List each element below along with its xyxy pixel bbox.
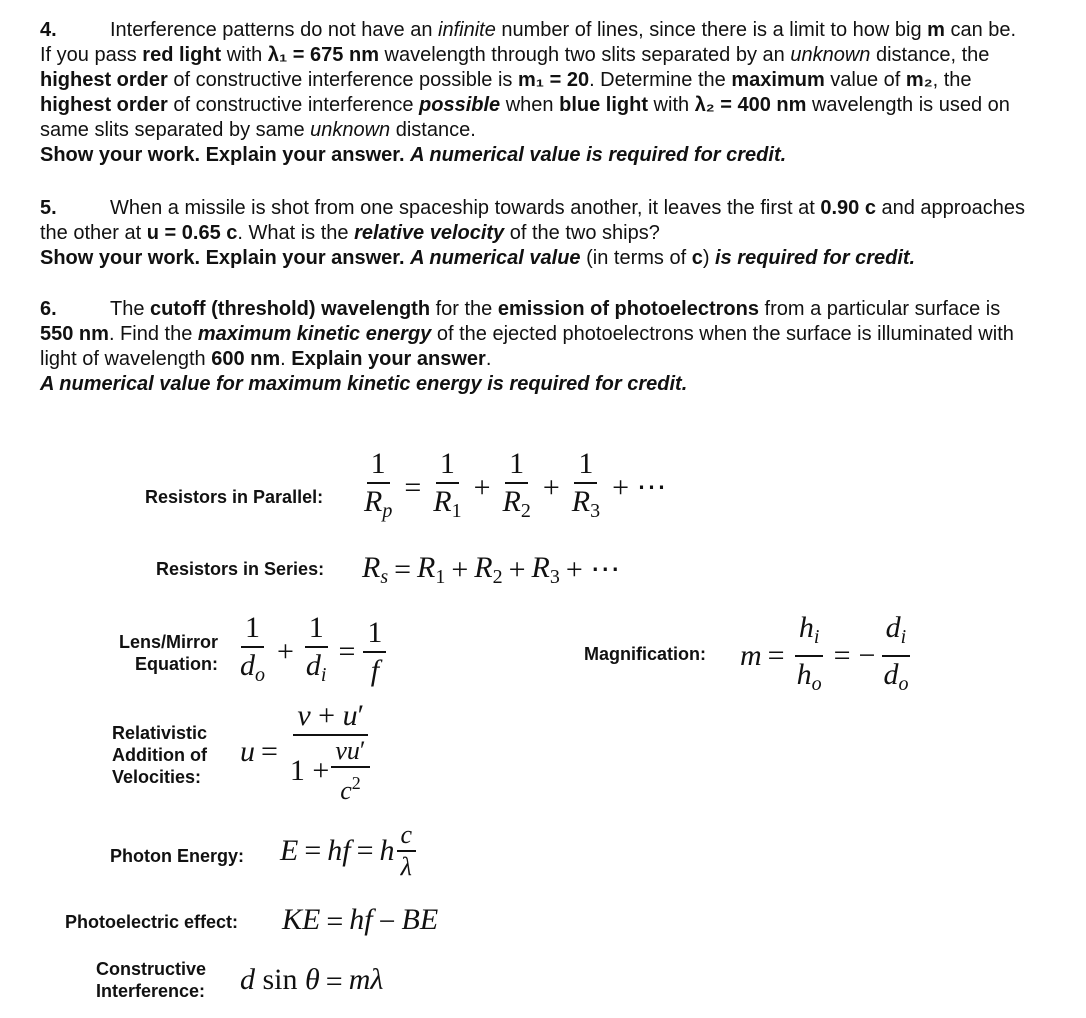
resistors-series-label: Resistors in Series: bbox=[156, 559, 325, 579]
photon-energy-label: Photon Energy: bbox=[110, 846, 244, 866]
question-number: 4. bbox=[40, 19, 57, 41]
photoelectric-equation: KE = hf − BE bbox=[282, 903, 439, 939]
question-6: 6. The cutoff (threshold) wavelength for the emission of photoelectrons from a particular surface is 550 nm. Find the maximum kinetic energy of the ejected photoelectrons when the surface is illuminated with light of wavelength 600 nm. Explain your answer. A numerical value for maximum kinetic energy is required for credit. bbox=[40, 297, 1025, 397]
photoelectric-label: Photoelectric effect: bbox=[65, 912, 239, 932]
resistors-parallel-label: Resistors in Parallel: bbox=[145, 487, 324, 507]
constructive-interference-equation: d sin θ = mλ bbox=[240, 963, 384, 999]
resistors-series-equation: $R_s = R_1 + R_2 + R_3$ + ⋯ bbox=[362, 551, 621, 588]
question-number: 5. bbox=[40, 197, 57, 219]
instructions: A numerical value for maximum kinetic energy is required for credit. bbox=[40, 373, 688, 395]
question-number: 6. bbox=[40, 298, 57, 320]
magnification-equation: m = $\frac{h_i}{h_o}$ = − $\frac{d_i}{d_o}$ bbox=[740, 611, 909, 695]
lens-mirror-label: Lens/Mirror Equation: bbox=[118, 632, 218, 674]
question-5: 5. When a missile is shot from one spaceship towards another, it leaves the first at 0.90 c and approaches the other at u = 0.65 c. What is the relative velocity of the two ships? Show your work. Explain your answer. A numerical value (in terms of c) is required for credit. bbox=[40, 197, 1025, 269]
question-4: 4. Interference patterns do not have an infinite number of lines, since there is a limit to how big m can be. If you pass red light with λ₁ = 675 nm wavelength through two slits separated by an unknown distance, the highest order of constructive interference possible is m₁ = 20. Determine the maximum value of m₂, the highest order of constructive interference possible when blue light with λ₂ = 400 nm wavelength is used on same slits separated by same unknown distance. Show your work. Explain your answer. A numerical value is required for credit. bbox=[40, 18, 1025, 168]
relativistic-label: Relativistic Addition of Velocities: bbox=[112, 723, 208, 787]
resistors-parallel-equation: $\frac{1}{R_p}$ = $\frac{1}{R_1}$ + $\frac{1}{R_2}$ + $\frac{1}{R_3}$ + ⋯ bbox=[364, 447, 667, 522]
magnification-label: Magnification: bbox=[584, 644, 706, 664]
instructions: Show your work. Explain your answer. A numerical value is required for credit. bbox=[40, 144, 787, 166]
lens-mirror-equation: $\frac{1}{d_o}$ + $\frac{1}{d_i}$ = $\frac{1}{f}$ bbox=[234, 612, 388, 691]
instructions: Show your work. Explain your answer. A numerical value (in terms of c) is required for credit. bbox=[40, 247, 916, 269]
relativistic-equation: u = v + u′ 1 + $\frac{vu'}{c^2}$ bbox=[240, 700, 378, 804]
photon-energy-equation: E = hf = h $\frac{c}{\lambda}$ bbox=[280, 822, 418, 880]
constructive-interference-label: Constructive Interference: bbox=[96, 959, 207, 1001]
